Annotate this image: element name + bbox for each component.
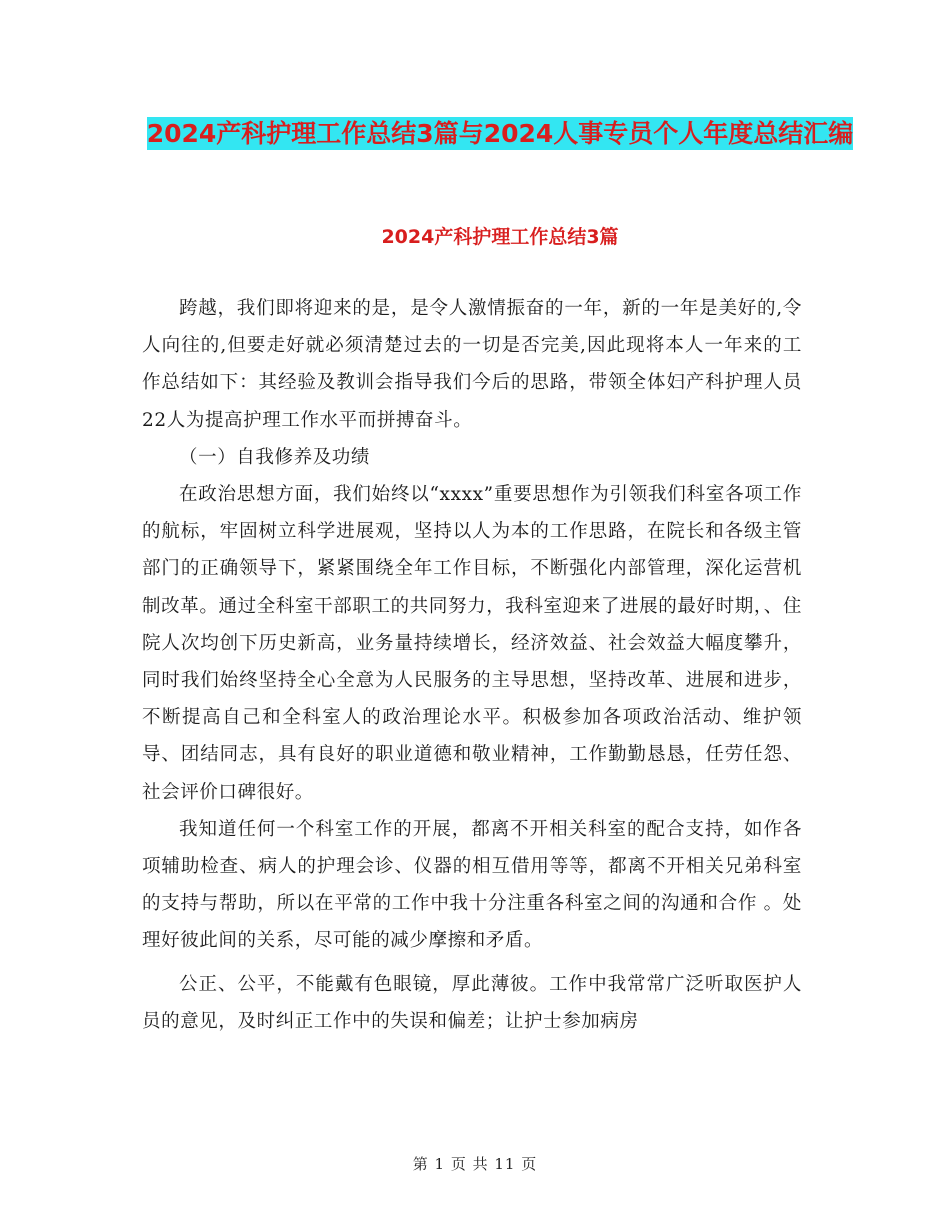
title-highlight: 2024产科护理工作总结3篇与2024人事专员个人年度总结汇编 — [146, 119, 854, 148]
paragraph-fairness: 公正、公平，不能戴有色眼镜，厚此薄彼。工作中我常常广泛听取医护人员的意见，及时纠正工作中的失误和偏差；让护士参加病房 — [142, 973, 802, 1032]
subheading-self-cultivation: （一）自我修养及功绩 — [179, 446, 371, 468]
section-title: 2024产科护理工作总结3篇 — [381, 226, 619, 248]
page-footer — [0, 1153, 950, 1174]
paragraph-cooperation: 我知道任何一个科室工作的开展，都离不开相关科室的配合支持，如作各项辅助检查、病人的护理会诊、仪器的相互借用等等，都离不开相关兄弟科室的支持与帮助，所以在平常的工作中我十分注重各科室之间的沟通和合作 。处理好彼此间的关系，尽可能的减少摩擦和矛盾。 — [142, 818, 802, 952]
page-number-label: 第 1 页 共 11 页 — [412, 1155, 538, 1173]
paragraph-political-thought: 在政治思想方面，我们始终以“xxxx”重要思想作为引领我们科室各项工作的航标，牢固树立科学进展观，坚持以人为本的工作思路，在院长和各级主管部门的正确领导下，紧紧围绕全年工作目标，不断强化内部管理，深化运营机制改革。通过全科室干部职工的共同努力，我科室迎来了进展的最好时期，、住院人次均创下历史新高，业务量持续增长，经济效益、社会效益大幅度攀升，同时我们始终坚持全心全意为人民服务的主导思想，坚持改革、进展和进步，不断提高自己和全科室人的政治理论水平。积极参加各项政治活动、维护领导、团结同志，具有良好的职业道德和敬业精神，工作勤勤恳恳，任劳任怨、社会评价口碑很好。 — [142, 484, 802, 803]
body-text — [142, 290, 802, 1040]
paragraph-intro: 跨越，我们即将迎来的是，是令人激情振奋的一年，新的一年是美好的,令人向往的,但要走好就必须清楚过去的一切是否完美,因此现将本人一年来的工作总结如下：其经验及教训会指导我们今后的思路，带领全体妇产科护理人员22人为提高护理工作水平而拼搏奋斗。 — [142, 298, 802, 431]
document-title — [140, 110, 860, 158]
